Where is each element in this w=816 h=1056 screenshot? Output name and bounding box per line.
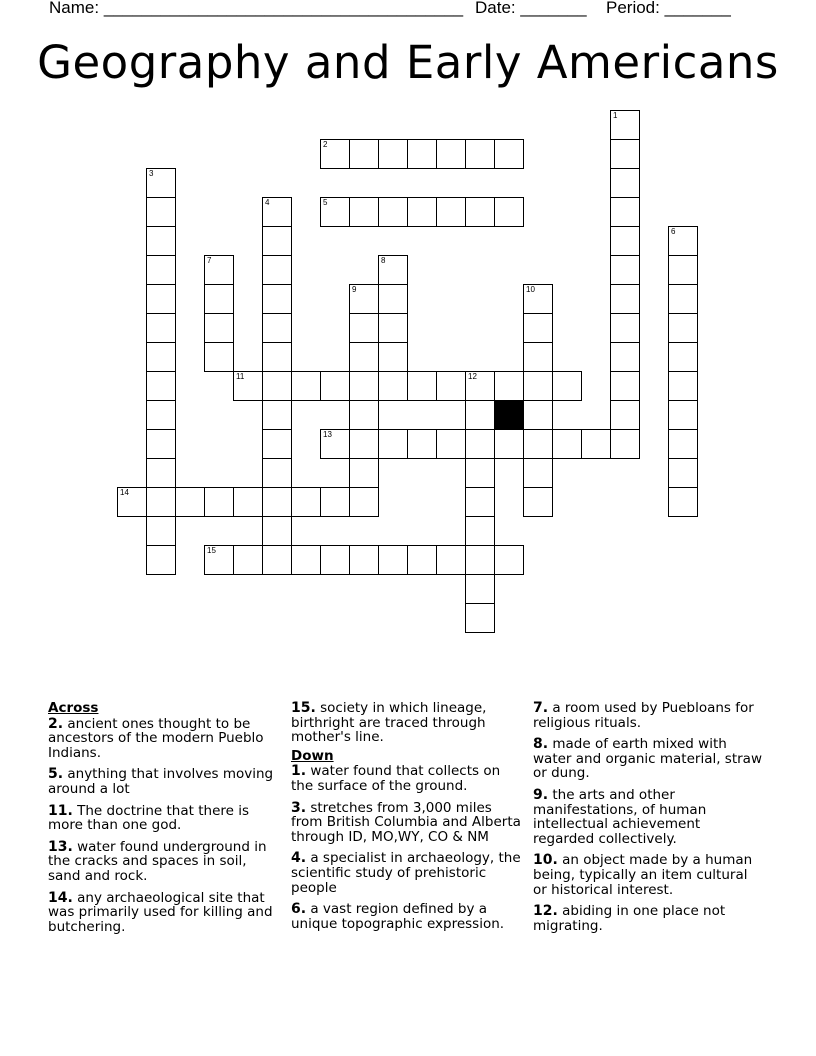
clue-number: 2 <box>323 140 328 149</box>
grid-cell[interactable] <box>610 197 640 227</box>
grid-cell[interactable] <box>262 516 292 546</box>
grid-cell[interactable] <box>465 197 495 227</box>
grid-cell[interactable] <box>668 255 698 285</box>
grid-cell[interactable] <box>523 371 553 401</box>
page-title: Geography and Early Americans <box>37 36 779 89</box>
grid-cell[interactable] <box>523 400 553 430</box>
grid-cell[interactable] <box>465 139 495 169</box>
grid-cell[interactable] <box>291 487 321 517</box>
clue-across-11: 11. The doctrine that there is more than one god. <box>48 802 250 834</box>
clues-column-2 <box>291 701 523 938</box>
grid-cell[interactable] <box>668 487 698 517</box>
grid-cell[interactable] <box>146 255 176 285</box>
grid-cell[interactable] <box>349 197 379 227</box>
grid-cell[interactable] <box>349 400 379 430</box>
clue-down-7: 7. a room used by Puebloans for religious rituals. <box>533 700 754 731</box>
clue-down-4: 4. a specialist in archaeology, the scientific study of prehistoric people <box>291 850 521 896</box>
grid-cell[interactable] <box>436 139 466 169</box>
grid-cell[interactable] <box>349 545 379 575</box>
date-label: Date: <box>475 0 516 17</box>
grid-cell[interactable] <box>378 545 408 575</box>
grid-cell[interactable] <box>175 487 205 517</box>
grid-cell[interactable] <box>349 313 379 343</box>
clue-number: 8 <box>381 256 386 265</box>
grid-cell[interactable] <box>465 545 495 575</box>
clue-across-14: 14. any archaeological site that was primarily used for killing and butchering. <box>48 889 273 935</box>
grid-cell[interactable] <box>436 371 466 401</box>
grid-cell[interactable] <box>523 458 553 488</box>
grid-cell[interactable] <box>262 197 292 227</box>
grid-cell[interactable] <box>465 574 495 604</box>
grid-cell[interactable] <box>378 255 408 285</box>
clue-number: 1 <box>613 111 618 120</box>
grid-cell[interactable] <box>465 516 495 546</box>
period-line: _______ <box>664 0 731 17</box>
grid-cell[interactable] <box>610 371 640 401</box>
clue-down-10: 10. an object made by a human being, typically an item cultural or historical interest. <box>533 852 753 898</box>
clue-down-12: 12. abiding in one place not migrating. <box>533 903 726 934</box>
grid-cell[interactable] <box>436 545 466 575</box>
date-line: _______ <box>520 0 587 17</box>
grid-cell[interactable] <box>262 400 292 430</box>
grid-cell[interactable] <box>610 342 640 372</box>
grid-cell[interactable] <box>262 487 292 517</box>
clue-number: 3 <box>149 169 154 178</box>
across-heading: Across <box>48 700 99 716</box>
grid-cell[interactable] <box>465 458 495 488</box>
grid-cell[interactable] <box>378 371 408 401</box>
grid-cell[interactable] <box>349 342 379 372</box>
grid-cell[interactable] <box>146 313 176 343</box>
grid-cell[interactable] <box>262 429 292 459</box>
grid-cell[interactable] <box>552 429 582 459</box>
grid-cell[interactable] <box>407 545 437 575</box>
grid-cell[interactable] <box>204 487 234 517</box>
grid-cell[interactable] <box>407 139 437 169</box>
grid-cell[interactable] <box>610 226 640 256</box>
grid-cell[interactable] <box>204 255 234 285</box>
grid-cell[interactable] <box>523 284 553 314</box>
clue-down-6: 6. a vast region defined by a unique topographic expression. <box>291 901 505 932</box>
grid-cell[interactable] <box>610 429 640 459</box>
grid-cell[interactable] <box>262 458 292 488</box>
grid-cell[interactable] <box>523 342 553 372</box>
grid-cell[interactable] <box>117 487 147 517</box>
grid-cell[interactable] <box>465 487 495 517</box>
grid-cell[interactable] <box>436 197 466 227</box>
grid-cell[interactable] <box>552 371 582 401</box>
clues-column-1 <box>48 701 280 941</box>
clue-number: 7 <box>207 256 212 265</box>
grid-cell[interactable] <box>494 545 524 575</box>
grid-cell[interactable] <box>262 284 292 314</box>
grid-cell[interactable] <box>465 371 495 401</box>
grid-cell[interactable] <box>146 168 176 198</box>
clue-number: 9 <box>352 285 357 294</box>
grid-cell[interactable] <box>465 429 495 459</box>
grid-cell[interactable] <box>146 487 176 517</box>
grid-cell[interactable] <box>320 545 350 575</box>
grid-cell[interactable] <box>407 371 437 401</box>
grid-cell[interactable] <box>610 139 640 169</box>
grid-cell[interactable] <box>378 284 408 314</box>
grid-cell[interactable] <box>320 487 350 517</box>
grid-cell[interactable] <box>407 197 437 227</box>
grid-cell[interactable] <box>465 603 495 633</box>
grid-cell[interactable] <box>262 313 292 343</box>
grid-cell[interactable] <box>262 545 292 575</box>
grid-cell[interactable] <box>320 429 350 459</box>
grid-cell[interactable] <box>581 429 611 459</box>
grid-cell[interactable] <box>146 545 176 575</box>
grid-cell[interactable] <box>233 487 263 517</box>
grid-cell[interactable] <box>378 313 408 343</box>
grid-cell[interactable] <box>146 284 176 314</box>
grid-cell[interactable] <box>262 226 292 256</box>
grid-cell[interactable] <box>523 313 553 343</box>
grid-cell[interactable] <box>146 371 176 401</box>
grid-cell[interactable] <box>610 400 640 430</box>
grid-cell[interactable] <box>668 284 698 314</box>
name-label: Name: <box>49 0 100 17</box>
grid-cell[interactable] <box>610 110 640 140</box>
grid-cell[interactable] <box>262 371 292 401</box>
grid-cell[interactable] <box>378 342 408 372</box>
grid-cell[interactable] <box>146 458 176 488</box>
grid-cell[interactable] <box>378 197 408 227</box>
grid-cell[interactable] <box>494 139 524 169</box>
grid-cell[interactable] <box>349 429 379 459</box>
grid-cell[interactable] <box>320 139 350 169</box>
grid-cell[interactable] <box>610 255 640 285</box>
grid-cell[interactable] <box>378 139 408 169</box>
grid-cell[interactable] <box>436 429 466 459</box>
grid-cell[interactable] <box>146 226 176 256</box>
clue-number: 11 <box>236 372 245 381</box>
name-line: ______________________________________ <box>103 0 464 17</box>
clue-number: 13 <box>323 430 332 439</box>
grid-cell[interactable] <box>233 545 263 575</box>
clue-across-2: 2. ancient ones thought to be ancestors of the modern Pueblo Indians. <box>48 715 264 761</box>
clue-number: 14 <box>120 488 129 497</box>
grid-cell[interactable] <box>204 284 234 314</box>
grid-black-cell <box>494 400 524 430</box>
grid-cell[interactable] <box>320 371 350 401</box>
grid-cell[interactable] <box>494 197 524 227</box>
grid-cell[interactable] <box>465 400 495 430</box>
grid-cell[interactable] <box>407 429 437 459</box>
grid-cell[interactable] <box>146 197 176 227</box>
grid-cell[interactable] <box>523 487 553 517</box>
grid-cell[interactable] <box>291 371 321 401</box>
grid-cell[interactable] <box>204 342 234 372</box>
grid-cell[interactable] <box>146 429 176 459</box>
down-heading: Down <box>291 747 334 764</box>
grid-cell[interactable] <box>262 255 292 285</box>
clue-number: 15 <box>207 546 216 555</box>
grid-cell[interactable] <box>610 168 640 198</box>
clues-column-3 <box>533 701 765 940</box>
grid-cell[interactable] <box>668 342 698 372</box>
grid-cell[interactable] <box>668 371 698 401</box>
grid-cell[interactable] <box>233 371 263 401</box>
grid-cell[interactable] <box>349 458 379 488</box>
grid-cell[interactable] <box>668 429 698 459</box>
clue-down-3: 3. stretches from 3,000 miles from British Columbia and Alberta through ID, MO,WY, CO & NM <box>291 799 521 845</box>
clue-number: 6 <box>671 227 676 236</box>
grid-cell[interactable] <box>610 284 640 314</box>
grid-cell[interactable] <box>610 313 640 343</box>
clue-number: 10 <box>526 285 535 294</box>
grid-cell[interactable] <box>349 487 379 517</box>
grid-cell[interactable] <box>494 429 524 459</box>
clue-down-9: 9. the arts and other manifestations, of human intellectual achievement regarded collectively. <box>533 786 707 847</box>
grid-cell[interactable] <box>668 313 698 343</box>
grid-cell[interactable] <box>349 371 379 401</box>
clue-number: 4 <box>265 198 270 207</box>
grid-cell[interactable] <box>146 400 176 430</box>
clue-down-8: 8. made of earth mixed with water and organic material, straw or dung. <box>533 736 762 782</box>
grid-cell[interactable] <box>378 429 408 459</box>
grid-cell[interactable] <box>668 458 698 488</box>
grid-cell[interactable] <box>523 429 553 459</box>
grid-cell[interactable] <box>349 284 379 314</box>
period-label: Period: <box>606 0 660 17</box>
clue-number: 12 <box>468 372 477 381</box>
grid-cell[interactable] <box>668 400 698 430</box>
clue-across-5: 5. anything that involves moving around a lot <box>48 766 274 797</box>
grid-cell[interactable] <box>146 342 176 372</box>
clue-number: 5 <box>323 198 328 207</box>
grid-cell[interactable] <box>146 516 176 546</box>
clue-across-15: 15. society in which lineage, birthright are traced through mother's line. <box>291 700 487 746</box>
grid-cell[interactable] <box>204 545 234 575</box>
grid-cell[interactable] <box>262 342 292 372</box>
clue-across-13: 13. water found underground in the cracks and spaces in soil, sand and rock. <box>48 838 267 884</box>
grid-cell[interactable] <box>494 371 524 401</box>
grid-cell[interactable] <box>320 197 350 227</box>
grid-cell[interactable] <box>349 139 379 169</box>
grid-cell[interactable] <box>204 313 234 343</box>
clue-down-1: 1. water found that collects on the surface of the ground. <box>291 763 501 794</box>
grid-cell[interactable] <box>291 545 321 575</box>
grid-cell[interactable] <box>668 226 698 256</box>
